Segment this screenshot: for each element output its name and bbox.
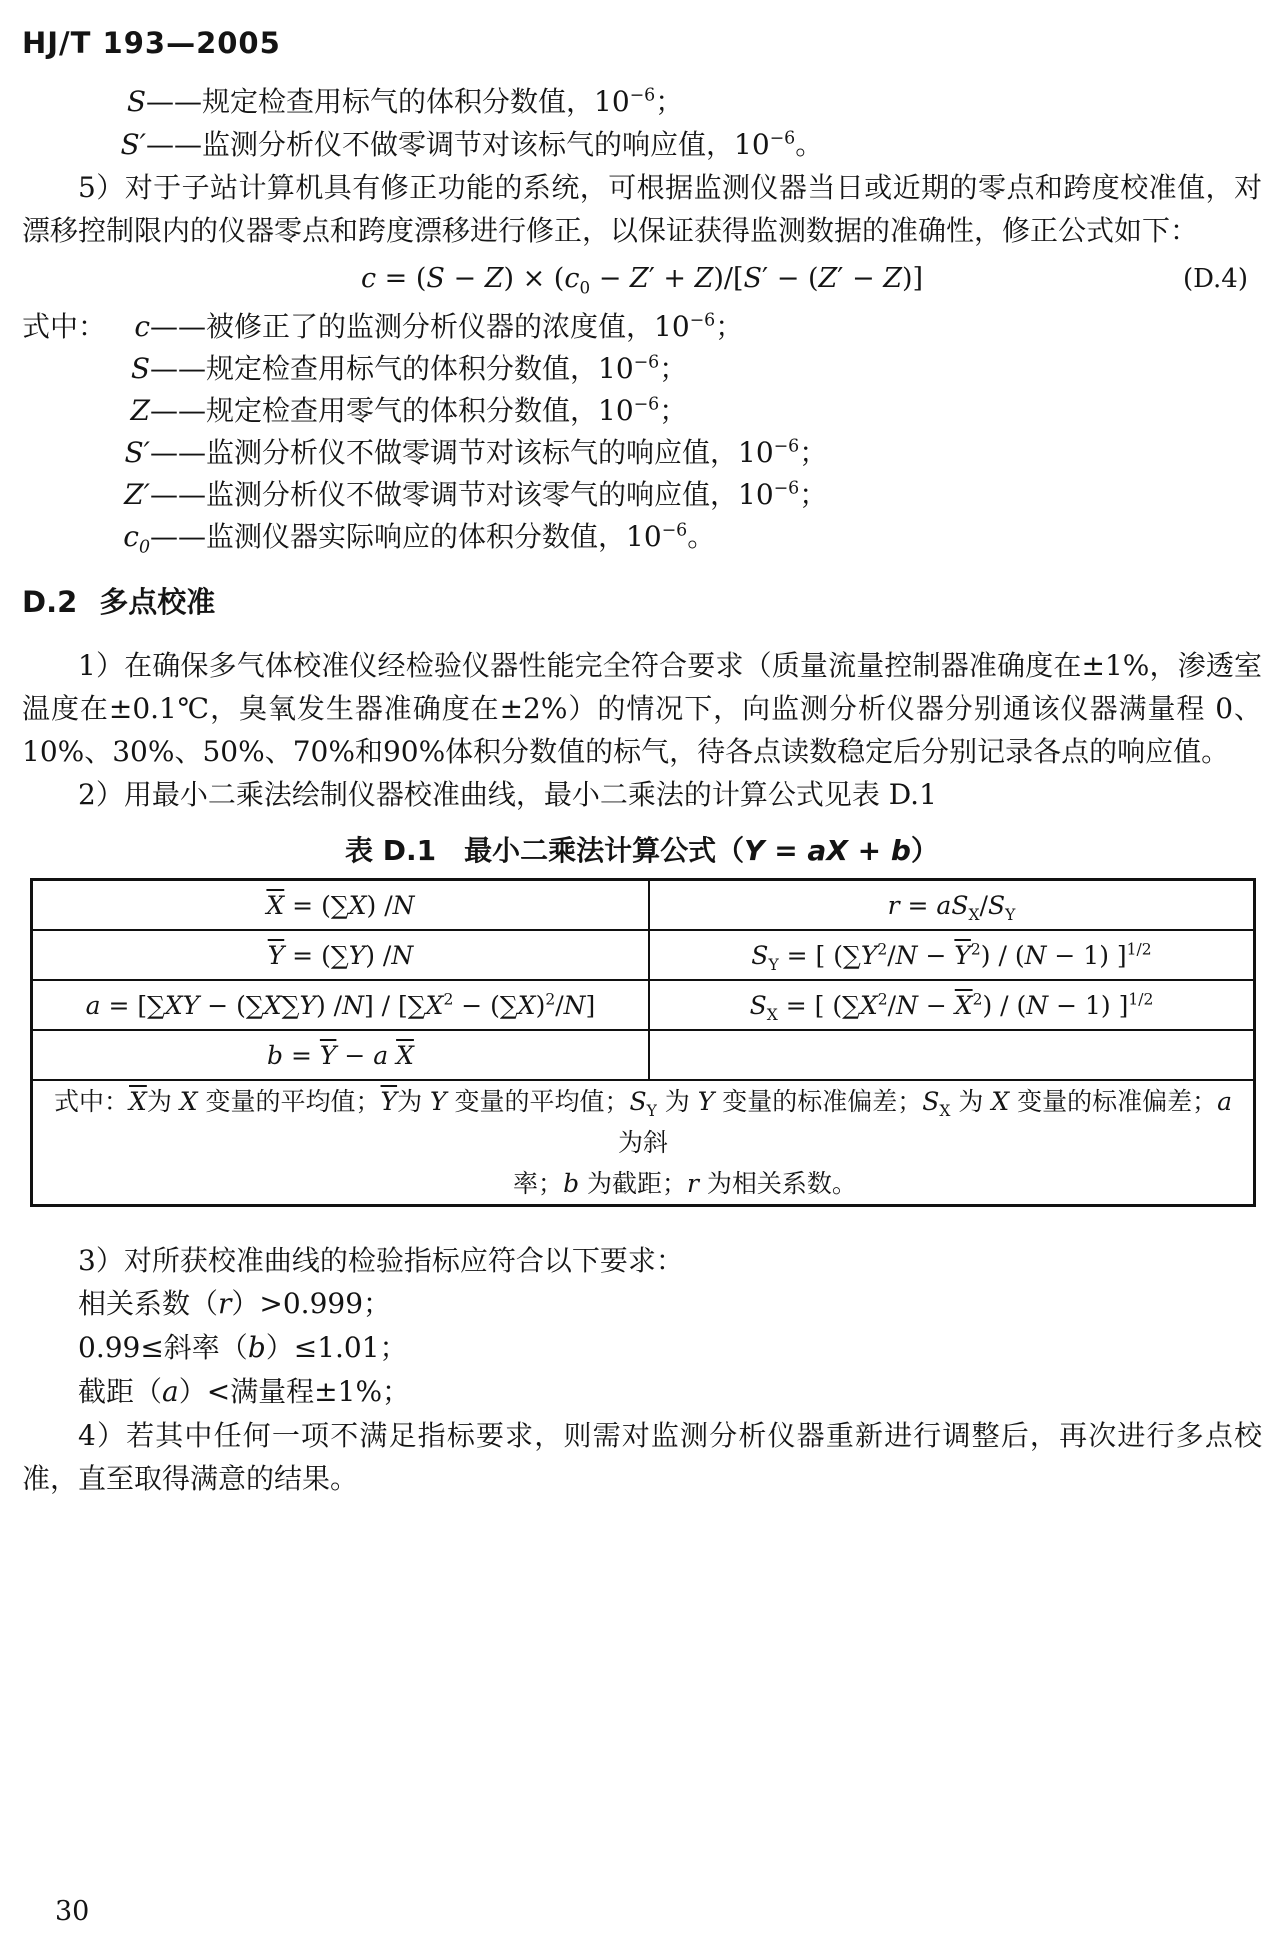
definition-term: S′ (124, 436, 150, 469)
definition-term: S (130, 352, 150, 385)
requirement-line: 0.99≤斜率（b）≤1.01； (78, 1331, 408, 1364)
definition-text: ——监测分析仪不做零调节对该标气的响应值，$10^{-6}$； (150, 436, 828, 469)
definition-text: ——监测分析仪不做零调节对该标气的响应值，$10^{-6}$。 (146, 128, 824, 161)
table-row (32, 980, 1255, 1030)
table-cell-formula: $b = \overline{Y} - a$ $\overline{X}$ (32, 1030, 649, 1080)
requirement-line: 相关系数（r）>0.999； (78, 1287, 392, 1320)
table-note-line: 式中：$\overline{X}$为 X 变量的平均值；$\overline{Y}$为 Y 变量的平均值；$S_Y$ 为 Y 变量的标准偏差；$S_X$ 为 X 变量的标准偏差；a 为斜 (54, 1087, 1232, 1157)
definition-line (22, 123, 1262, 166)
definition-term: $c_0$ (123, 520, 150, 558)
paragraph-3: 3）对所获校准曲线的检验指标应符合以下要求： (78, 1244, 684, 1277)
definition-line (22, 474, 1262, 516)
definition-line (22, 80, 1262, 123)
definition-term: S′ (120, 128, 146, 161)
table-cell-formula: $S_X$ = [ $(\sum X^2/N - \overline{X}^2) / (N - 1)$ ]$^{1/2}$ (649, 980, 1255, 1030)
table-cell-formula (649, 1030, 1255, 1080)
formula-number: (D.4) (1182, 264, 1248, 294)
definition-text: ——监测仪器实际响应的体积分数值，$10^{-6}$。 (150, 520, 716, 553)
paragraph-2: 2）用最小二乘法绘制仪器校准曲线，最小二乘法的计算公式见表 D.1 (78, 778, 937, 811)
definition-term: c (134, 310, 150, 343)
formula-body: $c = (S - Z) \times (c_0 - Z' + Z)/[S' - (Z' - Z)]$ (360, 263, 924, 298)
page-number: 30 (55, 1896, 90, 1927)
definition-line (22, 348, 1262, 390)
table-row (32, 930, 1255, 980)
table-note-line: 率；b 为截距；r 为相关系数。 (513, 1169, 857, 1198)
definition-line (22, 390, 1262, 432)
table-caption: 表 D.1 最小二乘法计算公式（Y = aX + b） (345, 834, 939, 867)
definition-line (22, 432, 1262, 474)
where-label: 式中： (22, 310, 107, 343)
definition-line (22, 516, 1262, 558)
paragraph-5: 5）对于子站计算机具有修正功能的系统，可根据监测仪器当日或近期的零点和跨度校准值，对漂移控制限内的仪器零点和跨度漂移进行修正，以保证获得监测数据的准确性，修正公式如下： (22, 171, 1262, 247)
paragraph-1: 1）在确保多气体校准仪经检验仪器性能完全符合要求（质量流量控制器准确度在±1%，渗透室温度在±0.1℃，臭氧发生器准确度在±2%）的情况下，向监测分析仪器分别通该仪器满量程 0、10%、30%、50%、70%和90%体积分数值的标气，待各点读数稳定后分别记录各点的响应值。 (22, 649, 1262, 768)
section-heading-d2 (22, 584, 1262, 620)
definition-text: ——规定检查用零气的体积分数值，$10^{-6}$； (150, 394, 688, 427)
table-cell-formula: $\overline{Y} = (\sum Y)$ /N (32, 930, 649, 980)
requirements-list (22, 1282, 1262, 1414)
paragraph-4: 4）若其中任何一项不满足指标要求，则需对监测分析仪器重新进行调整后，再次进行多点校准，直至取得满意的结果。 (22, 1419, 1262, 1495)
standard-number: HJ/T 193—2005 (22, 26, 281, 60)
table-cell-formula: $\overline{X} = (\sum X)$ /N (32, 880, 649, 931)
table-cell-formula: $S_Y$ = [ $(\sum Y^2/N - \overline{Y}^2) / (N - 1)$ ]$^{1/2}$ (649, 930, 1255, 980)
requirement-line: 截距（a）<满量程±1%； (78, 1375, 411, 1408)
least-squares-table (30, 878, 1256, 1207)
table-row (32, 1030, 1255, 1080)
table-cell-formula: a = [∑XY − (∑X∑Y) $/N] / [\sum X^2 - (\sum X)^2/N]$ (32, 980, 649, 1030)
section-title: 多点校准 (99, 585, 216, 619)
section-number: D.2 (22, 585, 78, 619)
definition-text: ——规定检查用标气的体积分数值，$10^{-6}$； (150, 352, 688, 385)
table-row (32, 880, 1255, 931)
definition-text: ——规定检查用标气的体积分数值，$10^{-6}$； (146, 85, 684, 118)
definition-term: Z (130, 394, 150, 427)
intro-definitions (22, 80, 1262, 166)
formula-d4 (22, 254, 1262, 304)
definition-text: ——被修正了的监测分析仪器的浓度值，$10^{-6}$； (150, 310, 744, 343)
table-cell-formula: $r = aS_X/S_Y$ (649, 880, 1255, 931)
definition-term: S (126, 85, 146, 118)
table-note-cell (32, 1080, 1255, 1206)
definition-term: Z′ (124, 478, 150, 511)
definition-line (22, 306, 1262, 348)
where-definitions (22, 306, 1262, 558)
table-note-row (32, 1080, 1255, 1206)
definition-text: ——监测分析仪不做零调节对该零气的响应值，$10^{-6}$； (150, 478, 828, 511)
